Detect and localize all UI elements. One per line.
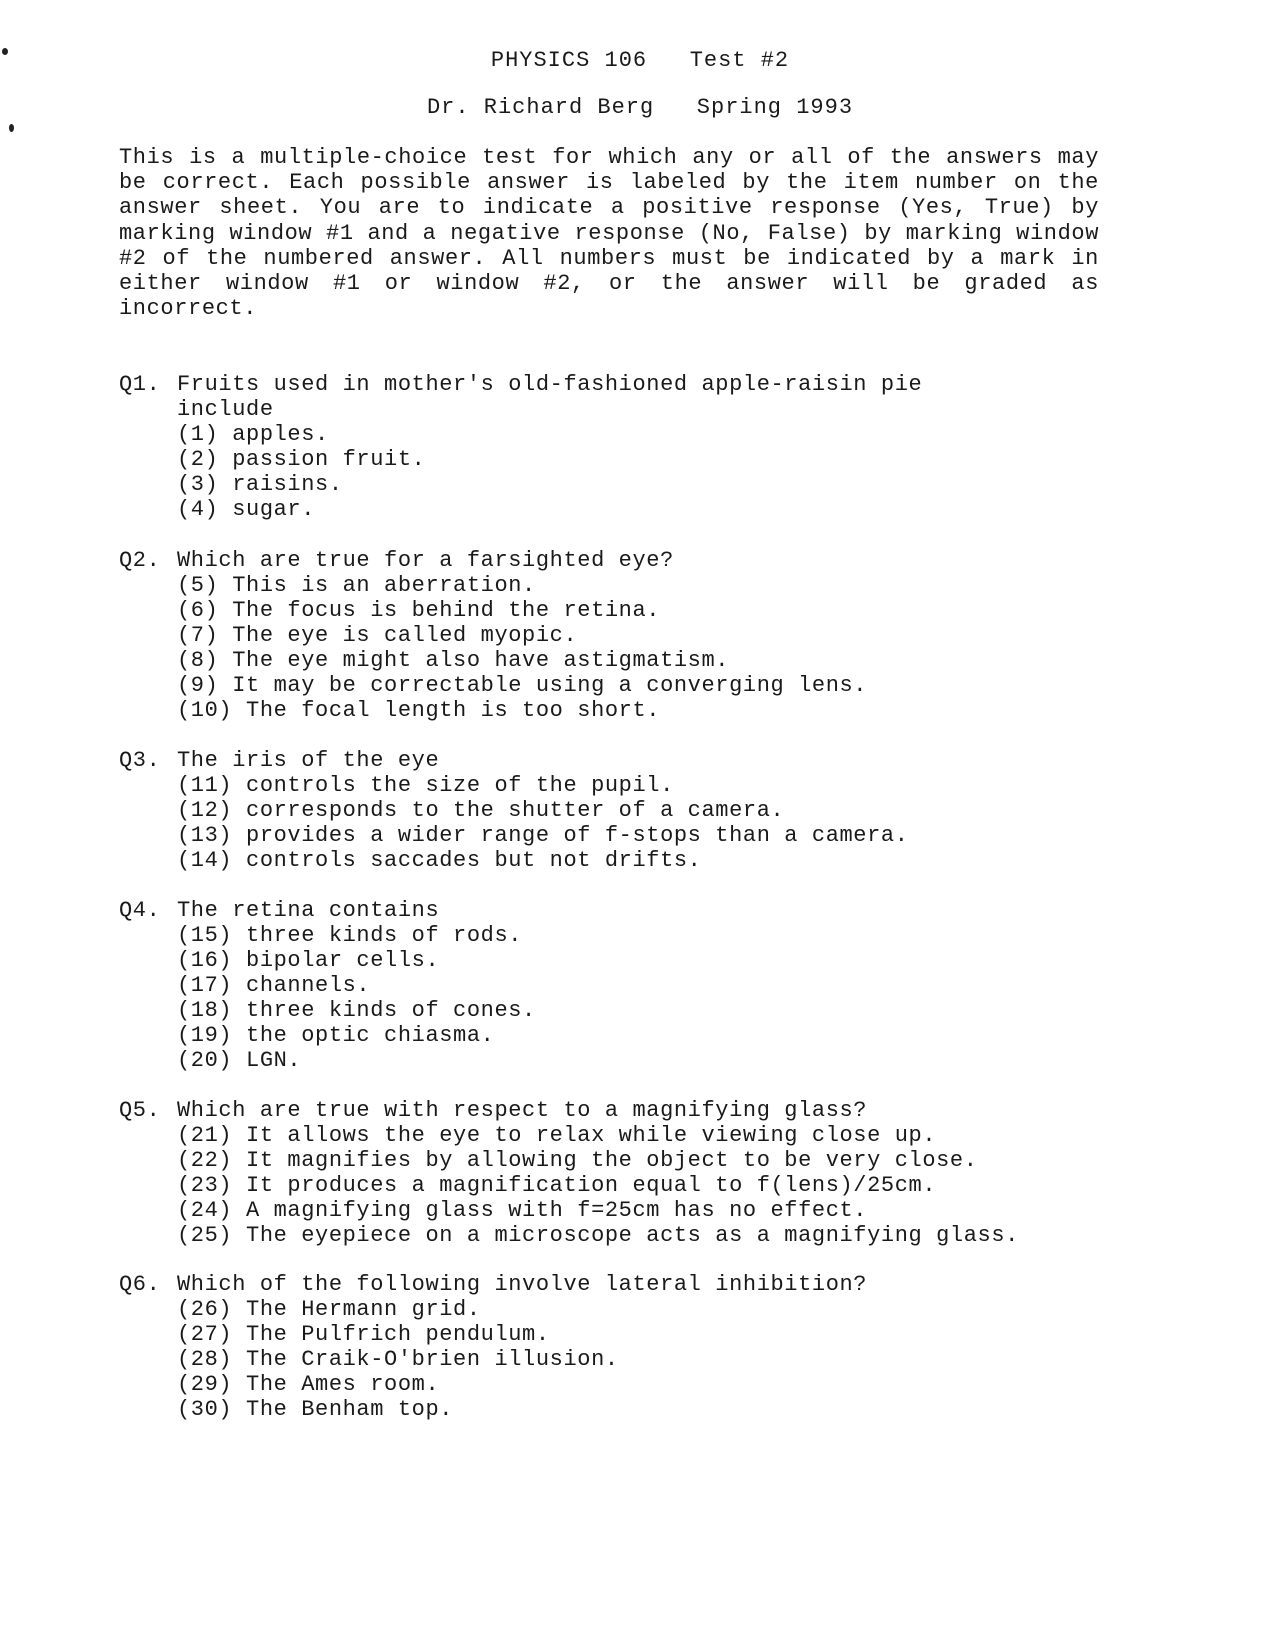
answer-option: (13) provides a wider range of f-stops than a camera. [177, 823, 909, 848]
question-number: Q2. [119, 548, 161, 573]
question-2 [119, 548, 1119, 723]
answer-option: (5) This is an aberration. [177, 573, 536, 598]
question-6 [119, 1272, 1119, 1422]
question-number: Q4. [119, 898, 161, 923]
answer-option: (9) It may be correctable using a converging lens. [177, 673, 868, 698]
answer-option: (14) controls saccades but not drifts. [177, 848, 702, 873]
answer-list [119, 573, 1119, 723]
answer-option: (15) three kinds of rods. [177, 923, 523, 948]
question-text: Which are true for a farsighted eye? [177, 548, 674, 573]
answer-option: (21) It allows the eye to relax while viewing close up. [177, 1123, 937, 1148]
answer-option: (1) apples. [177, 422, 329, 447]
question-3 [119, 748, 1119, 873]
question-text: Which of the following involve lateral inhibition? [177, 1272, 868, 1297]
question-number: Q6. [119, 1272, 161, 1297]
question-text: The iris of the eye [177, 748, 440, 773]
answer-option: (26) The Hermann grid. [177, 1297, 481, 1322]
question-text: The retina contains [177, 898, 440, 923]
answer-list [119, 1297, 1119, 1422]
answer-option: (30) The Benham top. [177, 1397, 454, 1422]
question-1 [119, 372, 1119, 522]
answer-option: (25) The eyepiece on a microscope acts as a magnifying glass. [177, 1223, 1019, 1248]
answer-option: (18) three kinds of cones. [177, 998, 536, 1023]
instructions-paragraph: This is a multiple-choice test for which any or all of the answers may be correct. Each possible answer is labeled by the item number on the answer sheet. You are to indicate a positive response (Yes, True) by marking window #1 and a negative response (No, False) by marking window #2 of the numbered answer. All numbers must be indicated by a mark in either window #1 or window #2, or the answer will be graded as incorrect. [119, 145, 1099, 322]
answer-list [119, 773, 1119, 873]
answer-option: (6) The focus is behind the retina. [177, 598, 661, 623]
question-number: Q5. [119, 1098, 161, 1123]
question-text: Fruits used in mother's old-fashioned apple-raisin pie include [177, 372, 923, 422]
question-4 [119, 898, 1119, 1073]
answer-option: (29) The Ames room. [177, 1372, 440, 1397]
question-number: Q3. [119, 748, 161, 773]
answer-list [119, 923, 1119, 1073]
answer-option: (23) It produces a magnification equal to f(lens)/25cm. [177, 1173, 937, 1198]
scan-speck [9, 124, 14, 132]
page-title: PHYSICS 106 Test #2 [490, 48, 790, 73]
question-number: Q1. [119, 372, 161, 397]
answer-option: (11) controls the size of the pupil. [177, 773, 674, 798]
answer-option: (17) channels. [177, 973, 371, 998]
answer-option: (24) A magnifying glass with f=25cm has no effect. [177, 1198, 868, 1223]
answer-option: (19) the optic chiasma. [177, 1023, 495, 1048]
answer-option: (28) The Craik-O'brien illusion. [177, 1347, 619, 1372]
page-subtitle: Dr. Richard Berg Spring 1993 [426, 95, 854, 120]
answer-option: (10) The focal length is too short. [177, 698, 661, 723]
answer-list [119, 422, 1119, 522]
answer-option: (22) It magnifies by allowing the object to be very close. [177, 1148, 978, 1173]
answer-option: (4) sugar. [177, 497, 316, 522]
answer-option: (8) The eye might also have astigmatism. [177, 648, 730, 673]
answer-option: (7) The eye is called myopic. [177, 623, 578, 648]
answer-option: (16) bipolar cells. [177, 948, 440, 973]
answer-option: (20) LGN. [177, 1048, 302, 1073]
question-text: Which are true with respect to a magnifying glass? [177, 1098, 868, 1123]
answer-list [119, 1123, 1119, 1248]
answer-option: (2) passion fruit. [177, 447, 426, 472]
answer-option: (3) raisins. [177, 472, 343, 497]
answer-option: (12) corresponds to the shutter of a camera. [177, 798, 785, 823]
answer-option: (27) The Pulfrich pendulum. [177, 1322, 550, 1347]
question-5 [119, 1098, 1119, 1248]
